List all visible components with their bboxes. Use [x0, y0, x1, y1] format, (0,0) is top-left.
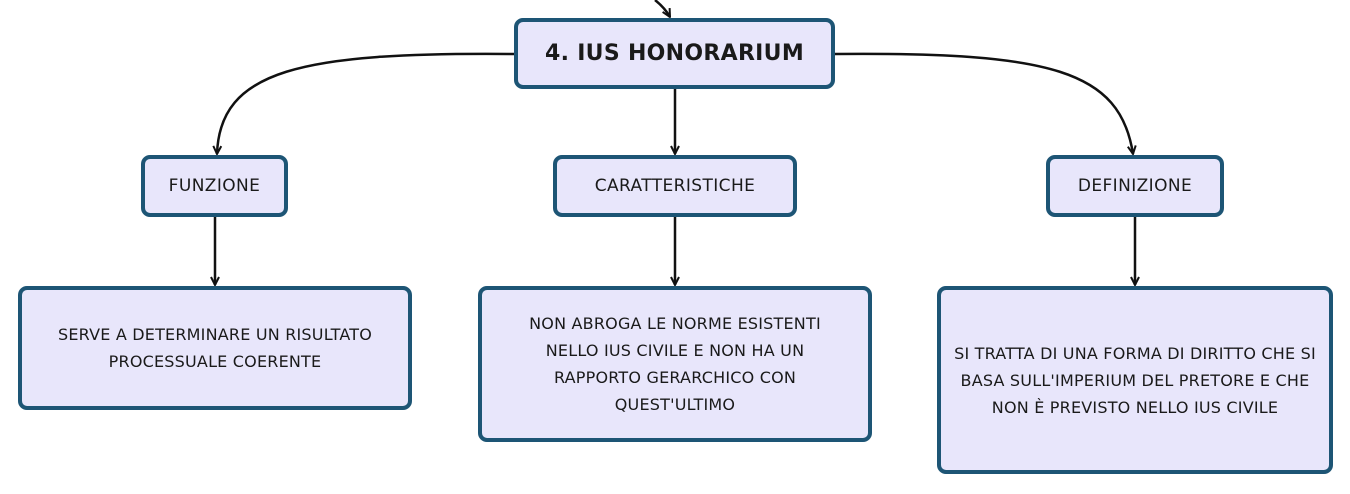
category-node-definizione[interactable]: [1046, 155, 1224, 217]
connector-root-to-definizione: [835, 54, 1133, 154]
detail-text-caratteristiche: NON ABROGA LE NORME ESISTENTI NELLO IUS CIVILE E NON HA UN RAPPORTO GERARCHICO CON QUEST'ULTIMO: [529, 314, 821, 414]
detail-text-definizione: SI TRATTA DI UNA FORMA DI DIRITTO CHE SI BASA SULL'IMPERIUM DEL PRETORE E CHE NON È PREVISTO NELLO IUS CIVILE: [954, 343, 1316, 417]
category-label-caratteristiche: CARATTERISTICHE: [594, 176, 756, 196]
detail-text-funzione: SERVE A DETERMINARE UN RISULTATO PROCESSUALE COERENTE: [57, 325, 373, 371]
detail-node-definizione[interactable]: [937, 286, 1333, 474]
root-label: 4. IUS HONORARIUM: [544, 41, 805, 66]
connector-root-to-funzione: [217, 54, 514, 154]
root-node[interactable]: [514, 18, 835, 89]
category-label-funzione: FUNZIONE: [168, 176, 261, 196]
category-label-definizione: DEFINIZIONE: [1077, 176, 1193, 196]
incoming-connector: [655, 0, 670, 17]
detail-node-caratteristiche[interactable]: [478, 286, 872, 442]
category-node-funzione[interactable]: [141, 155, 288, 217]
detail-node-funzione[interactable]: [18, 286, 412, 410]
category-node-caratteristiche[interactable]: [553, 155, 797, 217]
